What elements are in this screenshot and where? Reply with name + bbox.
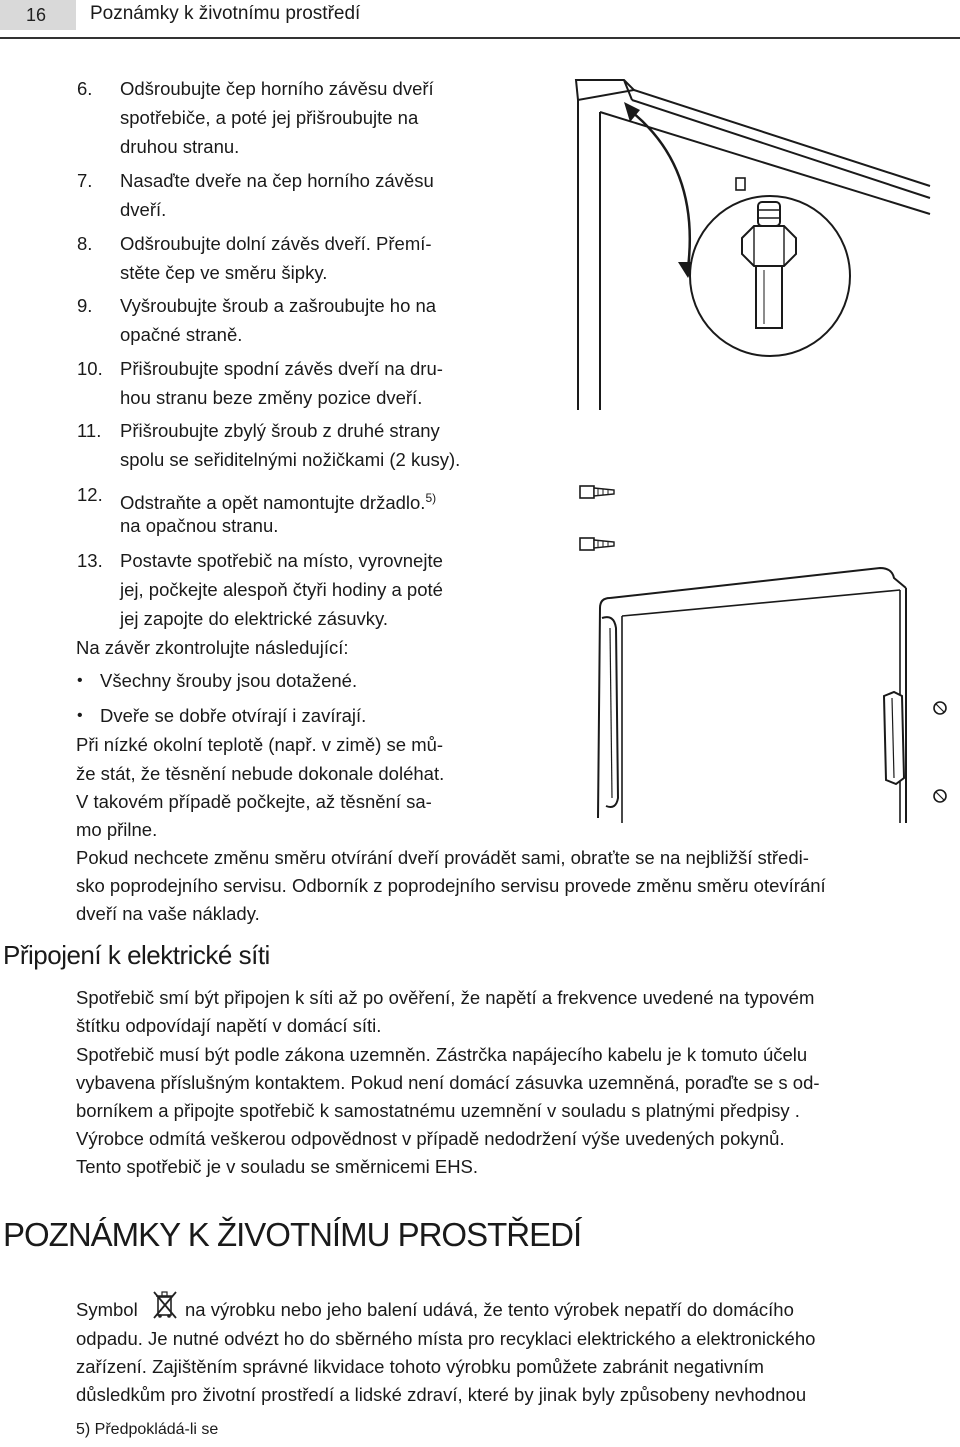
step-9-line: opačné straně. xyxy=(120,324,243,345)
electric-line: borníkem a připojte spotřebič k samostatnému uzemnění v souladu s platnými předpisy . xyxy=(76,1100,800,1121)
step-8-line: Odšroubujte dolní závěs dveří. Přemí- xyxy=(120,233,432,254)
step-9-number: 9. xyxy=(77,295,93,316)
step-12-line: na opačnou stranu. xyxy=(120,515,279,536)
step-13-line: jej zapojte do elektrické zásuvky. xyxy=(120,608,389,629)
step-8-number: 8. xyxy=(77,233,93,254)
step-12-number: 12. xyxy=(77,484,103,505)
bullet-icon: • xyxy=(77,707,83,724)
step-11-number: 11. xyxy=(77,420,102,441)
top-hinge-illustration xyxy=(570,78,960,410)
step-12-line: Odstraňte a opět namontujte držadlo.$^{5)}$ xyxy=(120,491,437,514)
electric-line: štítku odpovídají napětí v domácí síti. xyxy=(76,1015,382,1036)
step-10-number: 10. xyxy=(77,358,103,379)
step-13-line: Postavte spotřebič na místo, vyrovnejte xyxy=(120,550,443,571)
header-divider xyxy=(0,37,960,39)
low-temp-line: mo přilne. xyxy=(76,819,158,840)
step-6-line: spotřebiče, a poté jej přišroubujte na xyxy=(120,107,419,128)
check-item: Dveře se dobře otvírají i zavírají. xyxy=(100,705,367,726)
step-7-line: dveří. xyxy=(120,199,167,220)
step-10-line: hou stranu beze změny pozice dveří. xyxy=(120,387,423,408)
env-line: důsledkům pro životní prostředí a lidské zdraví, které by jinak byly způsobeny nevhodnou xyxy=(76,1384,807,1405)
env-line: na výrobku nebo jeho balení udává, že tento výrobek nepatří do domácího xyxy=(185,1299,794,1320)
electric-line: Tento spotřebič je v souladu se směrnicemi EHS. xyxy=(76,1156,479,1177)
service-line: dveří na vaše náklady. xyxy=(76,903,260,924)
check-item: Všechny šrouby jsou dotažené. xyxy=(100,670,358,691)
step-10-line: Přišroubujte spodní závěs dveří na dru- xyxy=(120,358,443,379)
page-number: 16 xyxy=(0,0,76,30)
bullet-icon: • xyxy=(77,672,83,689)
low-temp-line: V takovém případě počkejte, až těsnění sa- xyxy=(76,791,432,812)
step-8-line: stěte čep ve směru šipky. xyxy=(120,262,328,283)
section-title-environment: POZNÁMKY K ŽIVOTNÍMU PROSTŘEDÍ xyxy=(3,1216,582,1253)
step-7-number: 7. xyxy=(77,170,93,191)
step-13-number: 13. xyxy=(77,550,103,571)
footnote-ref: 5) xyxy=(425,491,437,505)
electric-line: Spotřebič musí být podle zákona uzemněn. Zástrčka napájecího kabelu je k tomuto účelu xyxy=(76,1044,808,1065)
low-temp-line: že stát, že těsnění nebude dokonale doléhat. xyxy=(76,763,445,784)
env-line: zařízení. Zajištěním správné likvidace tohoto výrobku pomůžete zabránit negativním xyxy=(76,1356,764,1377)
section-title-electric: Připojení k elektrické síti xyxy=(3,940,270,970)
step-7-line: Nasaďte dveře na čep horního závěsu xyxy=(120,170,434,191)
step-9-line: Vyšroubujte šroub a zašroubujte ho na xyxy=(120,295,437,316)
step-13-line: jej, počkejte alespoň čtyři hodiny a poté xyxy=(120,579,443,600)
env-line: odpadu. Je nutné odvézt ho do sběrného místa pro recyklaci elektrického a elektronického xyxy=(76,1328,816,1349)
waste-bin-crossed-icon xyxy=(152,1290,178,1320)
electric-line: Spotřebič smí být připojen k síti až po ověření, že napětí a frekvence uvedené na typovém xyxy=(76,987,815,1008)
low-temp-line: Při nízké okolní teplotě (např. v zimě) se mů- xyxy=(76,734,444,755)
handle-reversal-illustration xyxy=(570,478,960,823)
step-6-number: 6. xyxy=(77,78,93,99)
env-symbol-word: Symbol xyxy=(76,1299,138,1320)
step-6-line: druhou stranu. xyxy=(120,136,240,157)
header-title: Poznámky k životnímu prostředí xyxy=(90,3,361,24)
step-11-line: Přišroubujte zbylý šroub z druhé strany xyxy=(120,420,440,441)
step-6-line: Odšroubujte čep horního závěsu dveří xyxy=(120,78,434,99)
service-line: sko poprodejního servisu. Odborník z poprodejního servisu provede změnu směru otevírání xyxy=(76,875,826,896)
check-intro: Na závěr zkontrolujte následující: xyxy=(76,637,349,658)
service-line: Pokud nechcete změnu směru otvírání dveří provádět sami, obraťte se na nejbližší středi- xyxy=(76,847,809,868)
electric-line: vybavena příslušným kontaktem. Pokud není domácí zásuvka uzemněná, poraďte se s od- xyxy=(76,1072,820,1093)
electric-line: Výrobce odmítá veškerou odpovědnost v případě nedodržení výše uvedených pokynů. xyxy=(76,1128,785,1149)
screw-icon xyxy=(580,486,614,498)
step-11-line: spolu se seřiditelnými nožičkami (2 kusy). xyxy=(120,449,461,470)
footnote: 5) Předpokládá-li se xyxy=(76,1421,219,1438)
